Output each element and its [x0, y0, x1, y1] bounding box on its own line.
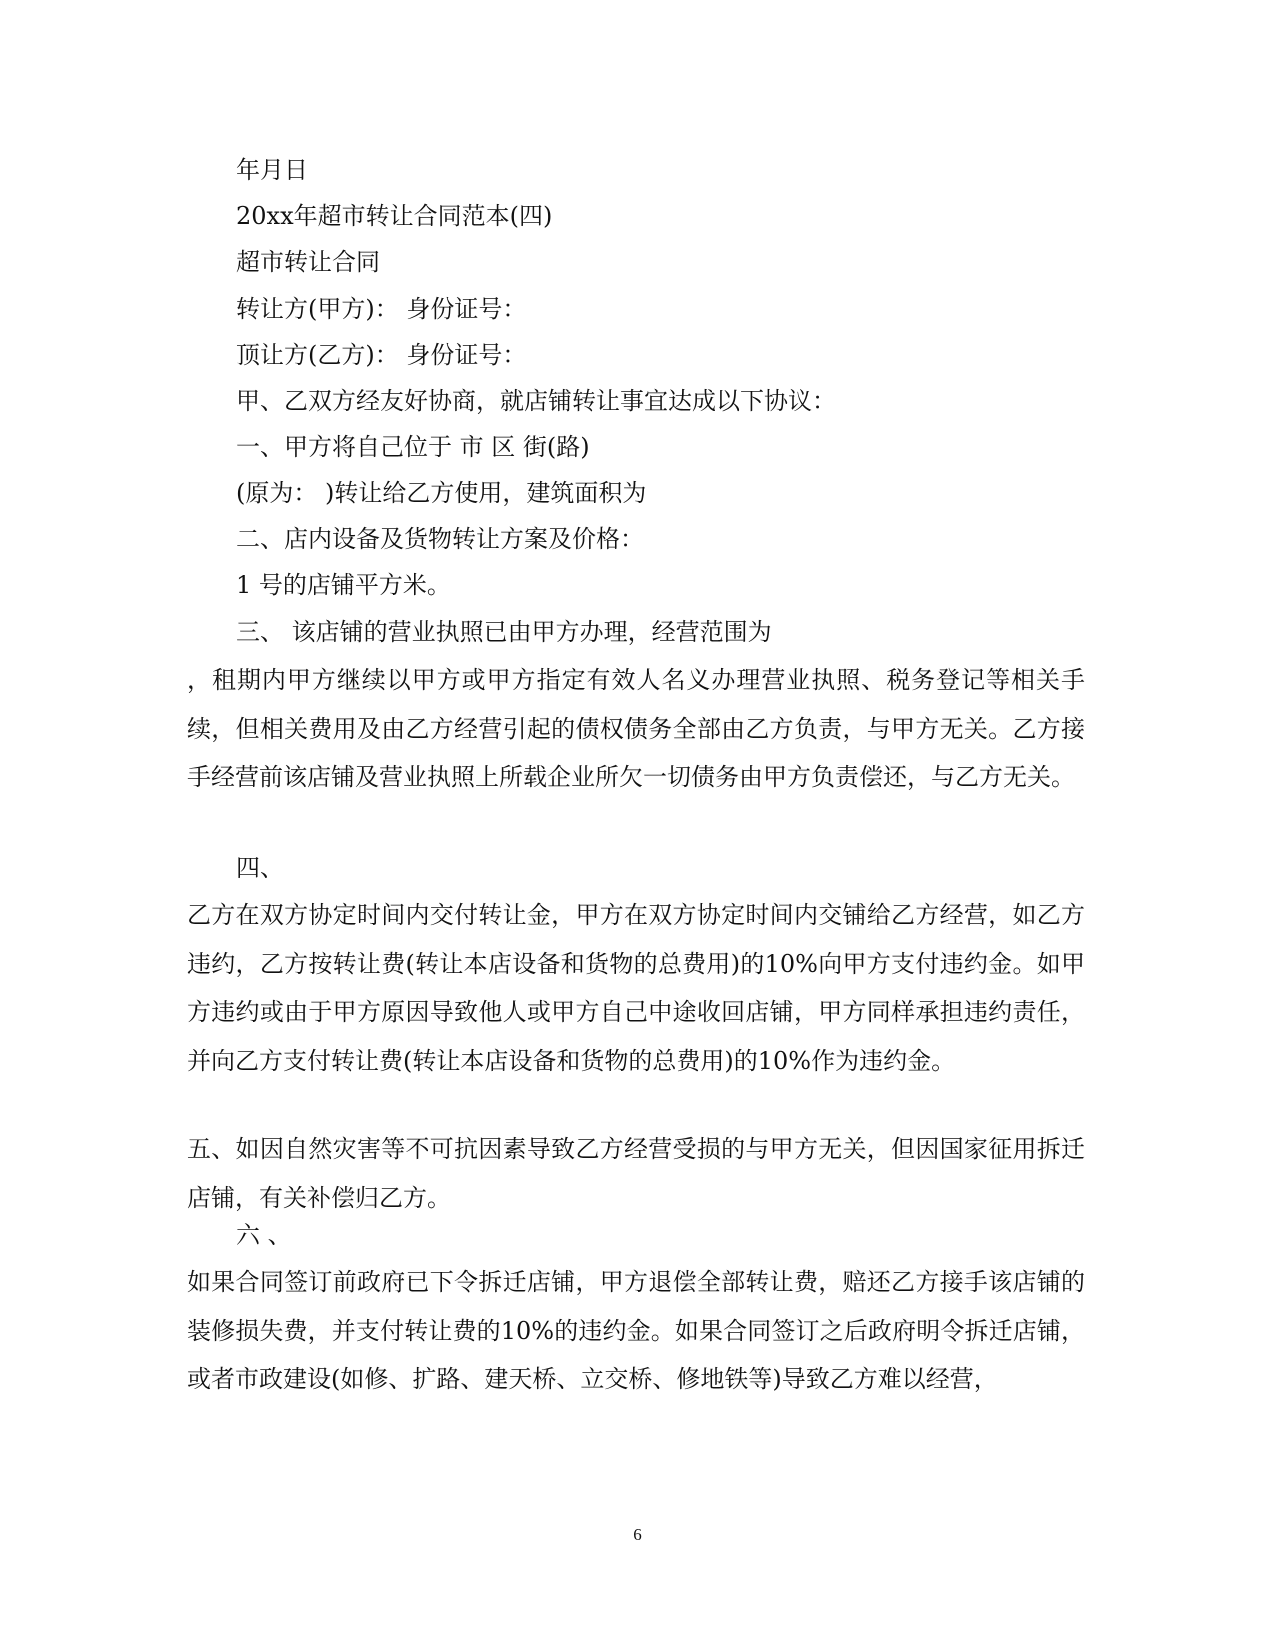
clause-4-heading: 四、	[236, 854, 284, 882]
clause-1-line: 一、甲方将自己位于 市 区 街(路)	[236, 433, 590, 461]
clause-1-continuation: (原为： )转让给乙方使用，建筑面积为	[236, 479, 647, 507]
page-number: 6	[633, 1525, 642, 1544]
contract-series-title: 20xx年超市转让合同范本(四)	[236, 202, 553, 230]
transferor-line: 转让方(甲方)： 身份证号：	[236, 295, 527, 323]
clause-3-heading: 三、 该店铺的营业执照已由甲方办理，经营范围为	[236, 618, 772, 646]
clause-5-body: 五、如因自然灾害等不可抗因素导致乙方经营受损的与甲方无关，但因国家征用拆迁店铺，有关补偿归乙方。	[187, 1135, 1085, 1212]
contract-title: 超市转让合同	[236, 248, 380, 276]
agreement-intro: 甲、乙双方经友好协商，就店铺转让事宜达成以下协议：	[236, 387, 836, 415]
clause-2-heading: 二、店内设备及货物转让方案及价格：	[236, 525, 644, 553]
clause-6-heading: 六 、	[236, 1221, 292, 1249]
transferee-line: 顶让方(乙方)： 身份证号：	[236, 341, 527, 369]
clause-4-body: 乙方在双方协定时间内交付转让金，甲方在双方协定时间内交铺给乙方经营，如乙方违约，乙方按转让费(转让本店设备和货物的总费用)的10%向甲方支付违约金。如甲方违约或由于甲方原因导致他人或甲方自己中途收回店铺，甲方同样承担违约责任，并向乙方支付转让费(转让本店设备和货物的总费用)的10%作为违约金。	[187, 901, 1085, 1075]
clause-3-body: ，租期内甲方继续以甲方或甲方指定有效人名义办理营业执照、税务登记等相关手续，但相关费用及由乙方经营引起的债权债务全部由乙方负责，与甲方无关。乙方接手经营前该店铺及营业执照上所载企业所欠一切债务由甲方负责偿还，与乙方无关。	[187, 666, 1085, 791]
clause-2-item: 1 号的店铺平方米。	[236, 571, 451, 599]
date-line: 年月日	[236, 156, 308, 184]
clause-6-body: 如果合同签订前政府已下令拆迁店铺，甲方退偿全部转让费，赔还乙方接手该店铺的装修损失费，并支付转让费的10%的违约金。如果合同签订之后政府明令拆迁店铺，或者市政建设(如修、扩路、建天桥、立交桥、修地铁等)导致乙方难以经营，	[187, 1268, 1085, 1393]
